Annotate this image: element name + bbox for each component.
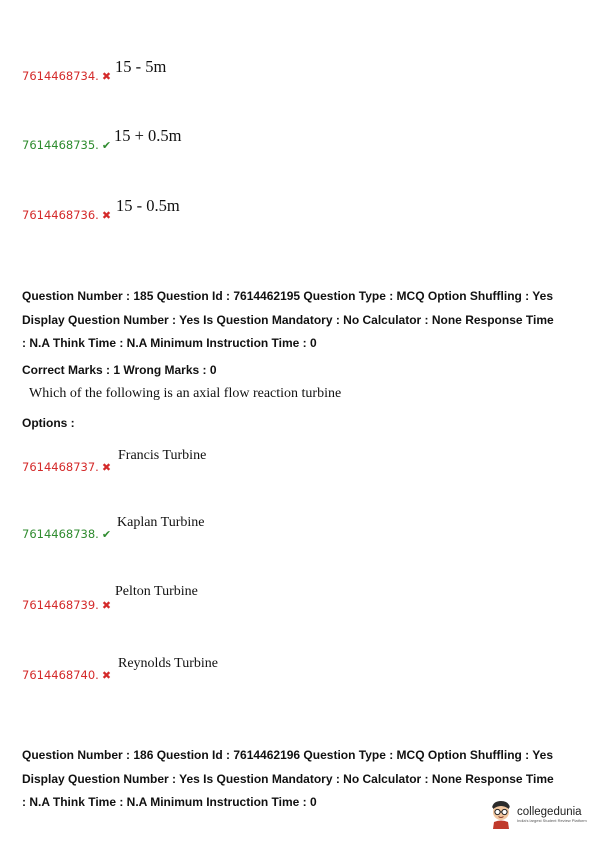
question-meta-line: : N.A Think Time : N.A Minimum Instruction Time : 0 xyxy=(22,795,317,809)
logo-wordmark: collegedunia xyxy=(517,805,582,818)
option-id: 7614468740. ✖ xyxy=(22,668,112,682)
option-id: 7614468736. ✖ xyxy=(22,208,112,222)
question-meta-line: Question Number : 185 Question Id : 7614462195 Question Type : MCQ Option Shuffling : Yes xyxy=(22,289,553,303)
options-label: Options : xyxy=(22,416,75,430)
marks-line: Correct Marks : 1 Wrong Marks : 0 xyxy=(22,363,217,377)
check-icon: ✔ xyxy=(101,139,112,152)
question-text: Which of the following is an axial flow reaction turbine xyxy=(29,386,342,401)
mascot-icon xyxy=(489,799,513,829)
logo-tagline: India's largest Student Review Platform xyxy=(517,817,587,823)
option-id: 7614468734. ✖ xyxy=(22,69,112,83)
option-text: 15 + 0.5m xyxy=(114,126,182,145)
question-meta-line: : N.A Think Time : N.A Minimum Instruction Time : 0 xyxy=(22,336,317,350)
cross-icon: ✖ xyxy=(101,599,112,612)
cross-icon: ✖ xyxy=(101,669,112,682)
check-icon: ✔ xyxy=(101,528,112,541)
collegedunia-logo[interactable] xyxy=(489,799,587,829)
option-text: Francis Turbine xyxy=(118,448,207,463)
option-text: 15 - 5m xyxy=(115,57,167,76)
option-id: 7614468738. ✔ xyxy=(22,527,112,541)
option-text: Pelton Turbine xyxy=(115,584,198,599)
option-id: 7614468737. ✖ xyxy=(22,460,112,474)
cross-icon: ✖ xyxy=(101,461,112,474)
question-meta-line: Display Question Number : Yes Is Question Mandatory : No Calculator : None Response Time xyxy=(22,313,554,327)
cross-icon: ✖ xyxy=(101,209,112,222)
option-text: 15 - 0.5m xyxy=(116,196,180,215)
question-meta-line: Display Question Number : Yes Is Question Mandatory : No Calculator : None Response Time xyxy=(22,772,554,786)
cross-icon: ✖ xyxy=(101,70,112,83)
question-meta-line: Question Number : 186 Question Id : 7614462196 Question Type : MCQ Option Shuffling : Yes xyxy=(22,748,553,762)
option-id: 7614468735. ✔ xyxy=(22,138,112,152)
option-text: Kaplan Turbine xyxy=(117,515,205,530)
option-text: Reynolds Turbine xyxy=(118,656,218,671)
option-id: 7614468739. ✖ xyxy=(22,598,112,612)
